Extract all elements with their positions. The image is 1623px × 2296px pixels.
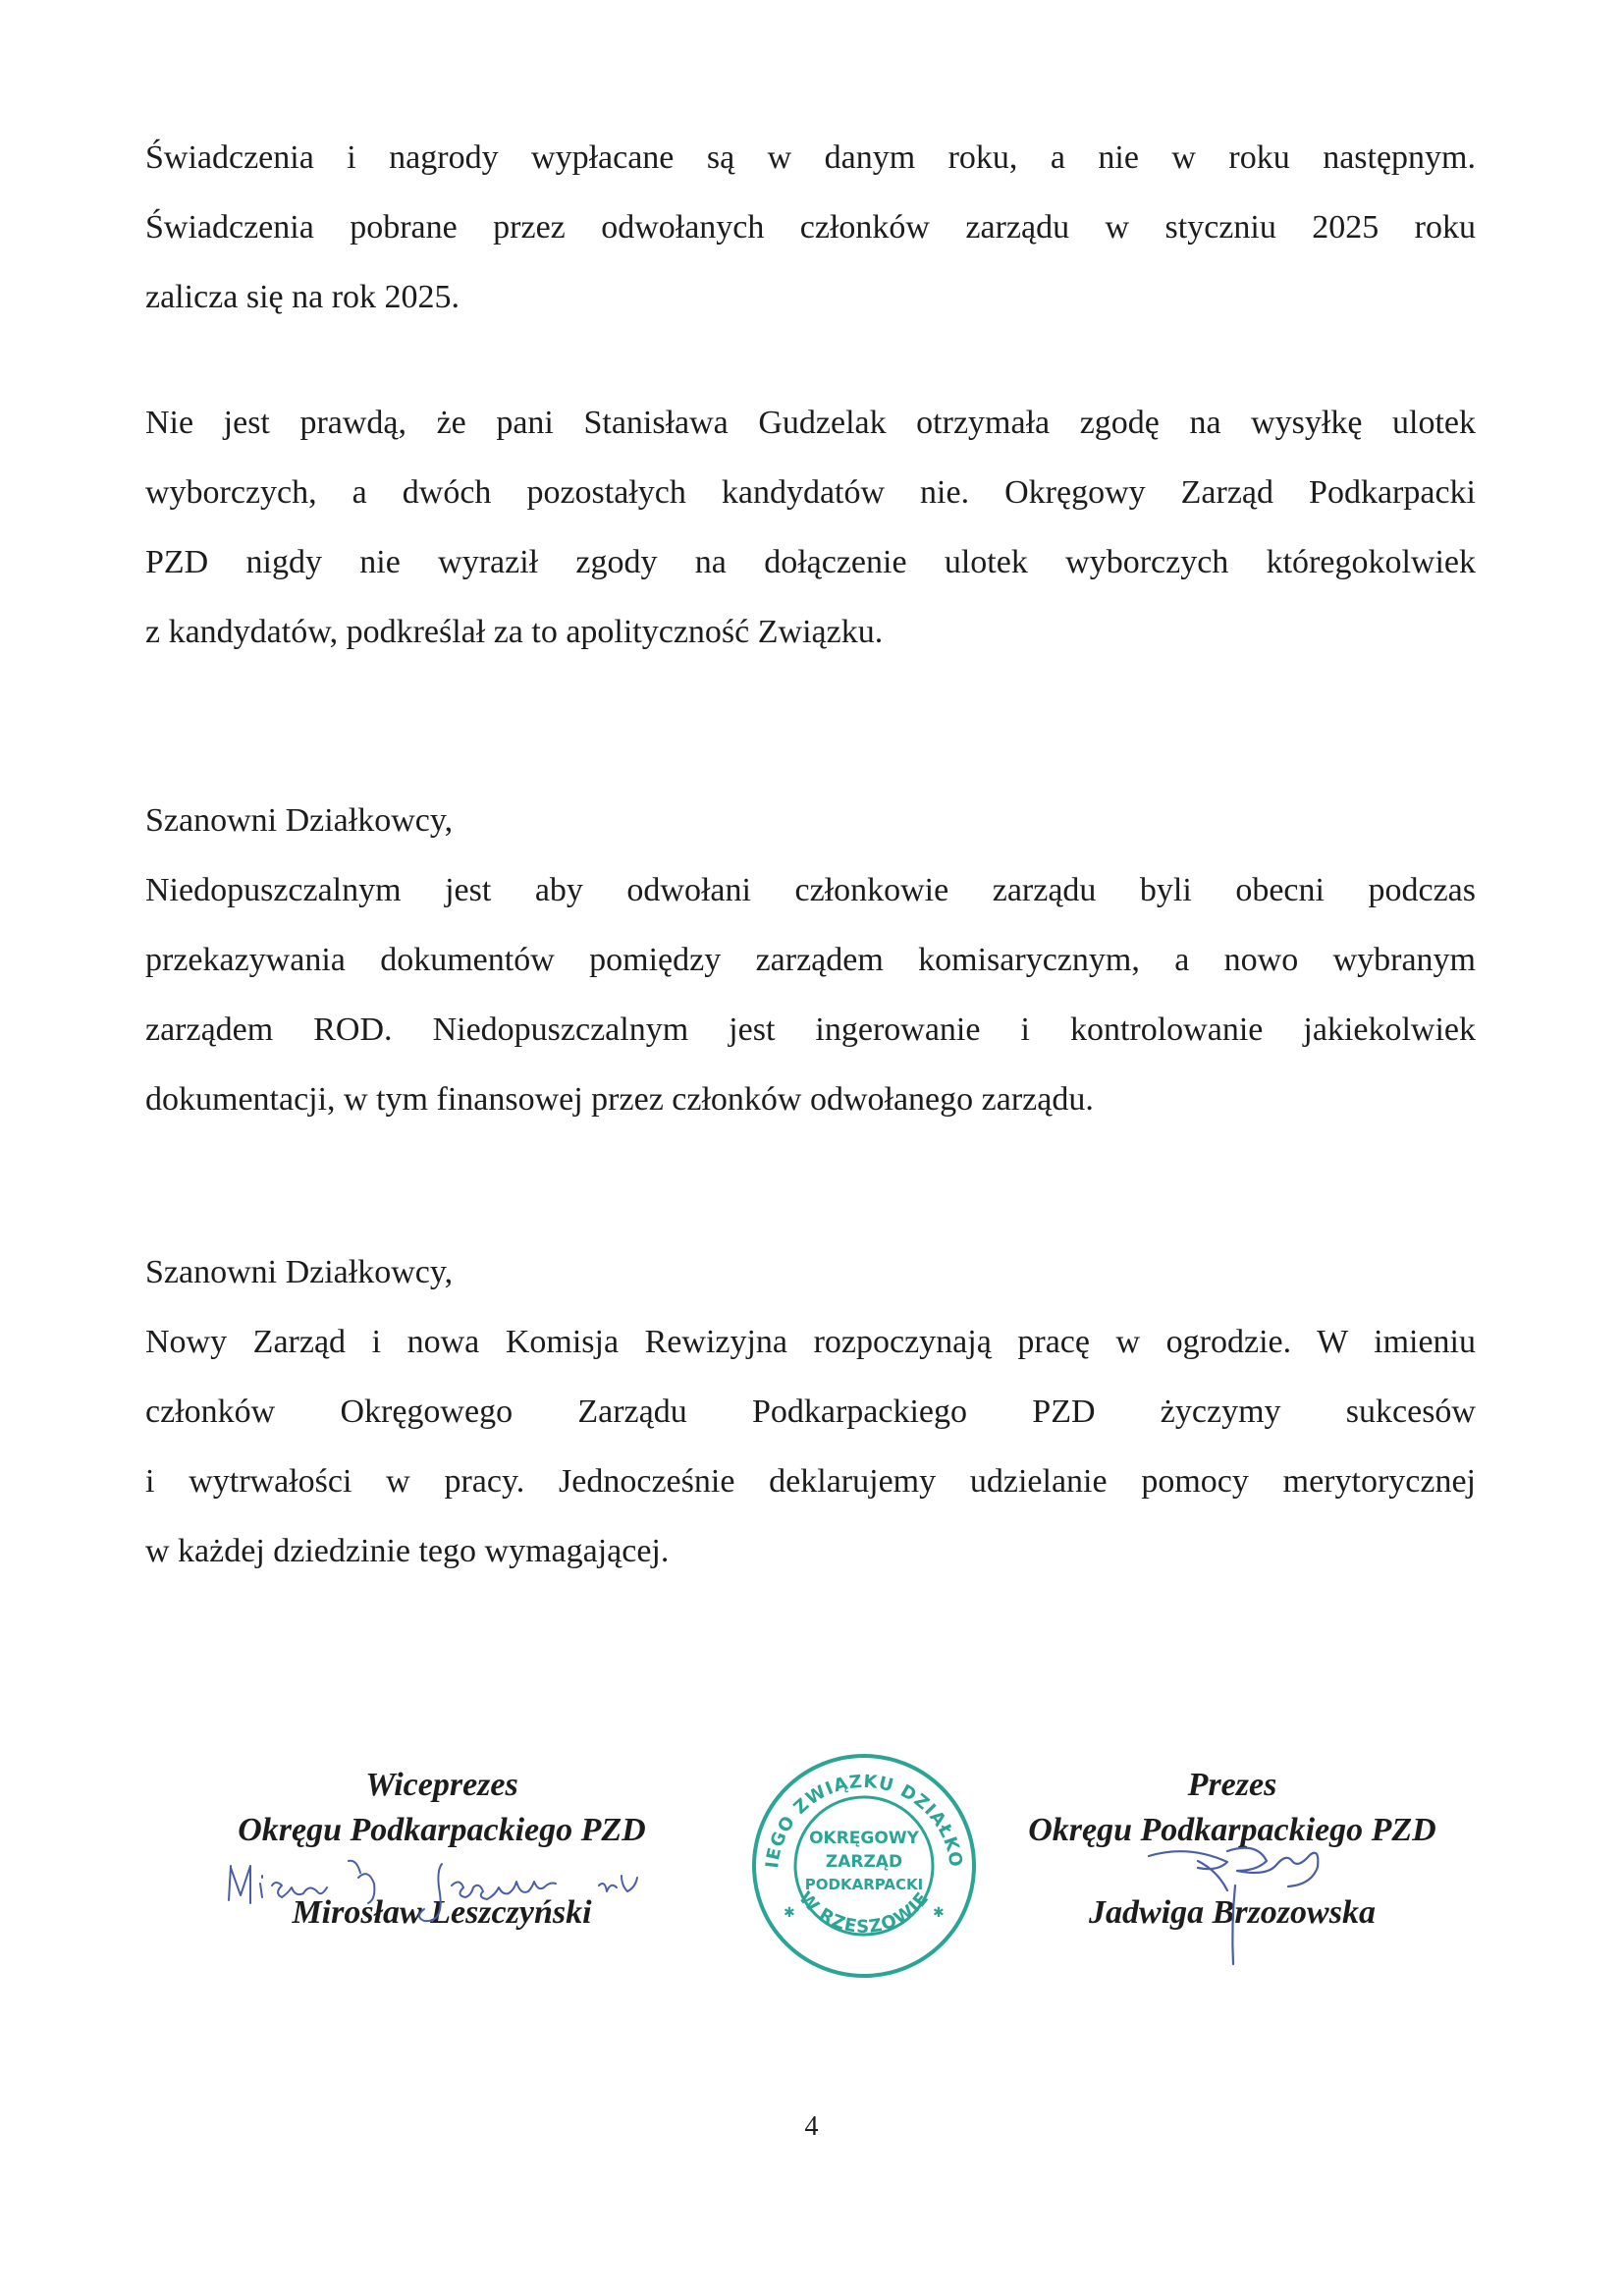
handwritten-signature-left — [221, 1856, 673, 1944]
signatory-organization: Okręgu Podkarpackiego PZD — [1028, 1812, 1436, 1848]
paragraph-leaflets — [145, 388, 1476, 667]
official-stamp — [746, 1748, 982, 1984]
page-number: 4 — [804, 2111, 819, 2142]
handwritten-signature-right — [1129, 1827, 1355, 1984]
stamp-center-line: OKRĘGOWY — [809, 1829, 919, 1848]
paragraph-new-board — [145, 1237, 1476, 1586]
text-line: z kandydatów, podkreślał za to apolityczność Związku. — [145, 614, 884, 650]
stamp-star-icon: ✱ — [933, 1906, 945, 1921]
stamp-center-line: PODKARPACKI — [804, 1876, 924, 1893]
svg-text:W RZESZOWIE — [794, 1887, 933, 1938]
text-line: Nowy Zarząd i nowa Komisja Rewizyjna rozpoczynają pracę w ogrodzie. W imieniu — [145, 1324, 1476, 1360]
text-line: Świadczenia pobrane przez odwołanych członków zarządu w styczniu 2025 roku — [145, 209, 1476, 246]
signatory-organization: Okręgu Podkarpackiego PZD — [238, 1812, 646, 1848]
text-line: w każdej dziedzinie tego wymagającej. — [145, 1533, 670, 1569]
signatory-role: Prezes — [1187, 1767, 1277, 1803]
signatory-role: Wiceprezes — [365, 1767, 518, 1803]
paragraph-benefits — [145, 123, 1476, 332]
text-line: wyborczych, a dwóch pozostałych kandydatów nie. Okręgowy Zarząd Podkarpacki — [145, 474, 1476, 511]
stamp-outer-text: IEGO ZWIĄZKU DZIAŁKO — [762, 1771, 967, 1870]
text-line: zalicza się na rok 2025. — [145, 279, 460, 315]
text-line: zarządem ROD. Niedopuszczalnym jest ingerowanie i kontrolowanie jakiekolwiek — [145, 1011, 1476, 1048]
paragraph-dismissed-members — [145, 786, 1476, 1134]
signatory-name: Mirosław Leszczyński — [292, 1894, 592, 1931]
text-line: Nie jest prawdą, że pani Stanisława Gudzelak otrzymała zgodę na wysyłkę ulotek — [145, 405, 1476, 441]
svg-text:POLSKIEGO ZWIĄZKU DZIAŁKOWCÓW — [746, 1748, 966, 1869]
text-line: i wytrwałości w pracy. Jednocześnie deklarujemy udzielanie pomocy merytorycznej — [145, 1463, 1476, 1500]
text-line: Niedopuszczalnym jest aby odwołani członkowie zarządu byli obecni podczas — [145, 872, 1476, 908]
text-line: przekazywania dokumentów pomiędzy zarządem komisarycznym, a nowo wybranym — [145, 942, 1476, 978]
greeting: Szanowni Działkowcy, — [145, 1254, 454, 1290]
text-line: PZD nigdy nie wyraził zgody na dołączenie ulotek wyborczych któregokolwiek — [145, 544, 1476, 580]
stamp-center-line: ZARZĄD — [825, 1852, 903, 1872]
text-line: dokumentacji, w tym finansowej przez członków odwołanego zarządu. — [145, 1081, 1094, 1118]
text-line: Świadczenia i nagrody wypłacane są w danym roku, a nie w roku następnym. — [145, 139, 1476, 176]
stamp-star-icon: ✱ — [784, 1906, 795, 1921]
stamp-bottom-text: W RZESZOWIE — [794, 1887, 934, 1938]
text-line: członków Okręgowego Zarządu Podkarpackiego PZD życzymy sukcesów — [145, 1394, 1476, 1430]
signatory-name: Jadwiga Brzozowska — [1089, 1894, 1376, 1931]
greeting: Szanowni Działkowcy, — [145, 802, 454, 839]
